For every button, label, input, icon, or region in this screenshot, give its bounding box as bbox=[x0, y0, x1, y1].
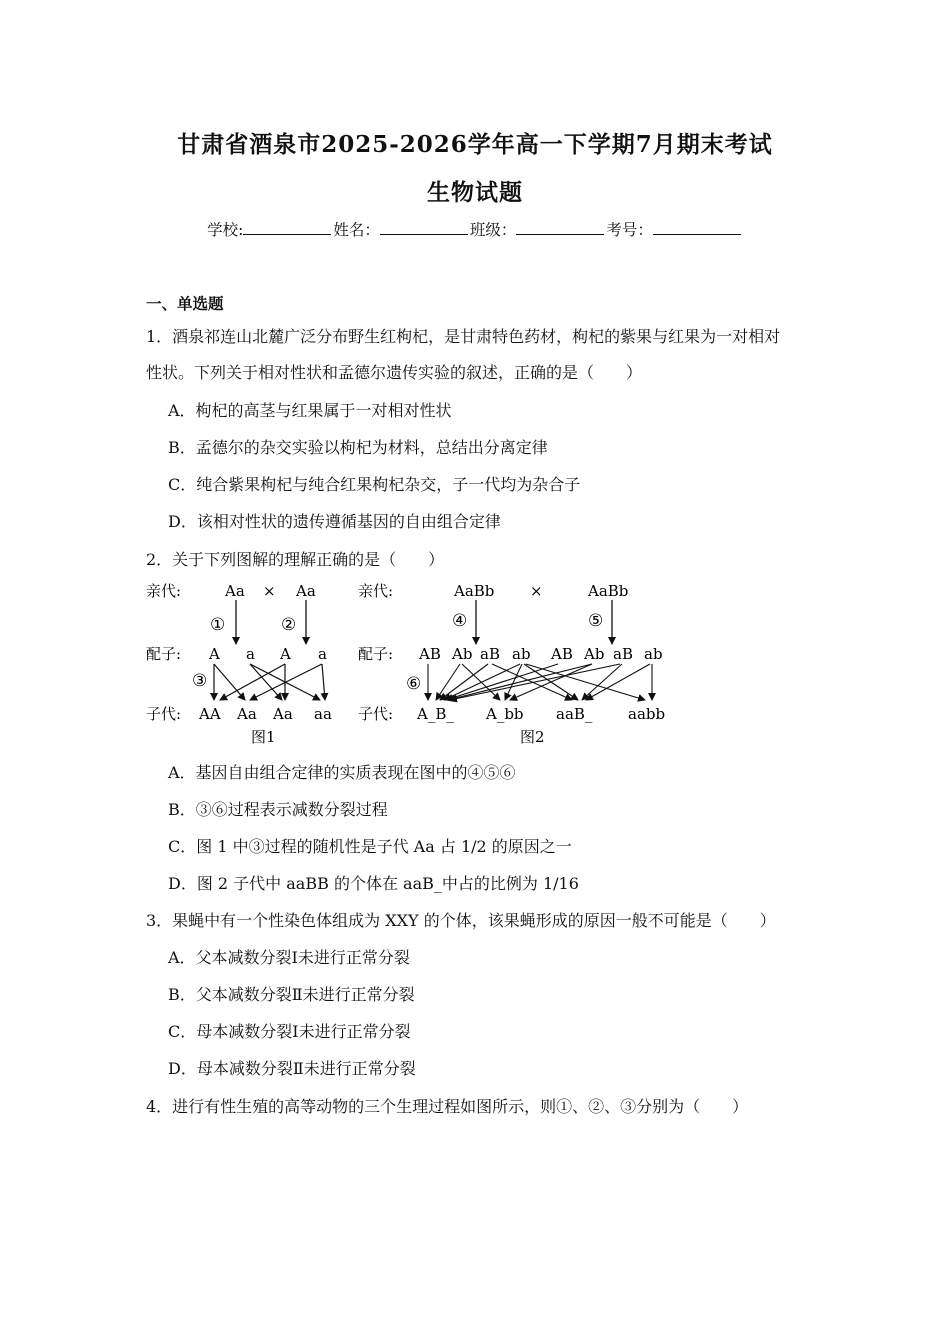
exam-title: 甘肃省酒泉市2025-2026学年高一下学期7月期末考试 bbox=[177, 131, 773, 158]
fig1-offspring: aa bbox=[314, 705, 332, 723]
fig1-parent-2: Aa bbox=[296, 582, 316, 600]
subject-title: 生物试题 bbox=[427, 179, 523, 206]
fig2-gamete: AB bbox=[419, 645, 441, 663]
fig1-parent-label: 亲代: bbox=[146, 582, 182, 600]
question-2-option-b[interactable]: B．③⑥过程表示减数分裂过程 bbox=[168, 800, 388, 819]
question-3-option-b[interactable]: B．父本减数分裂Ⅱ未进行正常分裂 bbox=[168, 985, 415, 1004]
question-1-stem: 1．酒泉祁连山北麓广泛分布野生红枸杞，是甘肃特色药材，枸杞的紫果与红果为一对相对 bbox=[146, 327, 781, 346]
fig2-offspring: aaB_ bbox=[556, 705, 593, 723]
name-field[interactable] bbox=[380, 220, 468, 235]
figure-1 bbox=[146, 582, 332, 746]
question-2-stem: 2．关于下列图解的理解正确的是（ ） bbox=[146, 550, 445, 569]
fig1-offspring: AA bbox=[199, 705, 221, 723]
genetics-figure bbox=[140, 576, 680, 746]
fig2-gamete-label: 配子: bbox=[358, 645, 394, 663]
fig1-offspring: Aa bbox=[237, 705, 257, 723]
question-3-stem: 3．果蝇中有一个性染色体组成为 XXY 的个体，该果蝇形成的原因一般不可能是（ ） bbox=[146, 911, 776, 930]
question-3-option-c[interactable]: C．母本减数分裂Ⅰ未进行正常分裂 bbox=[168, 1022, 411, 1041]
question-1-option-d[interactable]: D．该相对性状的遗传遵循基因的自由组合定律 bbox=[168, 512, 501, 531]
school-label: 学校: bbox=[207, 221, 244, 239]
question-2-option-a[interactable]: A．基因自由组合定律的实质表现在图中的④⑤⑥ bbox=[168, 763, 516, 782]
question-1-option-b[interactable]: B．孟德尔的杂交实验以枸杞为材料，总结出分离定律 bbox=[168, 438, 548, 457]
fig1-gamete: A bbox=[280, 645, 291, 663]
fig1-parent-1: Aa bbox=[225, 582, 245, 600]
fig2-offspring-label: 子代: bbox=[358, 705, 394, 723]
question-1-stem-cont: 性状。下列关于相对性状和孟德尔遗传实验的叙述，正确的是（ ） bbox=[146, 363, 643, 382]
fig2-offspring: aabb bbox=[628, 705, 666, 723]
fig2-step-5: ⑤ bbox=[588, 611, 604, 631]
fig2-gamete: ab bbox=[512, 645, 531, 663]
fig2-step-6: ⑥ bbox=[406, 674, 422, 694]
exam-no-field[interactable] bbox=[653, 220, 741, 235]
student-info-row bbox=[0, 218, 950, 240]
fig1-step-3: ③ bbox=[192, 671, 208, 691]
fig2-offspring: A_bb bbox=[486, 705, 524, 723]
fig2-offspring: A_B_ bbox=[417, 705, 454, 723]
fig1-step-1: ① bbox=[210, 615, 226, 635]
fig1-cross-symbol: × bbox=[263, 582, 276, 600]
fig2-gamete: aB bbox=[613, 645, 633, 663]
fig2-caption: 图2 bbox=[520, 728, 545, 746]
name-label: 姓名： bbox=[333, 221, 380, 239]
fig1-step-2: ② bbox=[281, 615, 297, 635]
fig1-gamete: A bbox=[209, 645, 220, 663]
school-field[interactable] bbox=[243, 220, 331, 235]
fig2-gamete: Ab bbox=[452, 645, 473, 663]
fig2-parent-label: 亲代: bbox=[358, 582, 394, 600]
question-1-option-c[interactable]: C．纯合紫果枸杞与纯合红果枸杞杂交，子一代均为杂合子 bbox=[168, 475, 581, 494]
fig1-caption: 图1 bbox=[251, 728, 276, 746]
fig1-gamete-label: 配子: bbox=[146, 645, 182, 663]
fig1-offspring: Aa bbox=[273, 705, 293, 723]
fig2-gamete: ab bbox=[644, 645, 663, 663]
fig1-offspring-label: 子代: bbox=[146, 705, 182, 723]
fig2-parent-2: AaBb bbox=[588, 582, 629, 600]
question-4-stem: 4．进行有性生殖的高等动物的三个生理过程如图所示，则①、②、③分别为（ ） bbox=[146, 1097, 749, 1116]
question-2-option-c[interactable]: C．图 1 中③过程的随机性是子代 Aa 占 1/2 的原因之一 bbox=[168, 837, 572, 856]
fig2-gamete: aB bbox=[480, 645, 500, 663]
question-3-option-d[interactable]: D．母本减数分裂Ⅱ未进行正常分裂 bbox=[168, 1059, 416, 1078]
fig2-gamete: Ab bbox=[584, 645, 605, 663]
class-label: 班级： bbox=[469, 221, 517, 239]
fig1-gamete: a bbox=[318, 645, 327, 663]
fig1-gamete: a bbox=[246, 645, 255, 663]
fig2-cross-symbol: × bbox=[530, 582, 543, 600]
fig2-parent-1: AaBb bbox=[454, 582, 495, 600]
section-title: 一、单选题 bbox=[146, 294, 224, 313]
fig2-step-4: ④ bbox=[452, 611, 468, 631]
class-field[interactable] bbox=[516, 220, 604, 235]
exam-no-label: 考号： bbox=[606, 221, 653, 239]
fig2-gamete: AB bbox=[551, 645, 573, 663]
question-1-option-a[interactable]: A．枸杞的高茎与红果属于一对相对性状 bbox=[168, 401, 452, 420]
figure-2 bbox=[358, 582, 665, 746]
question-3-option-a[interactable]: A．父本减数分裂Ⅰ未进行正常分裂 bbox=[168, 948, 410, 967]
question-2-option-d[interactable]: D．图 2 子代中 aaBB 的个体在 aaB_中占的比例为 1/16 bbox=[168, 874, 579, 893]
